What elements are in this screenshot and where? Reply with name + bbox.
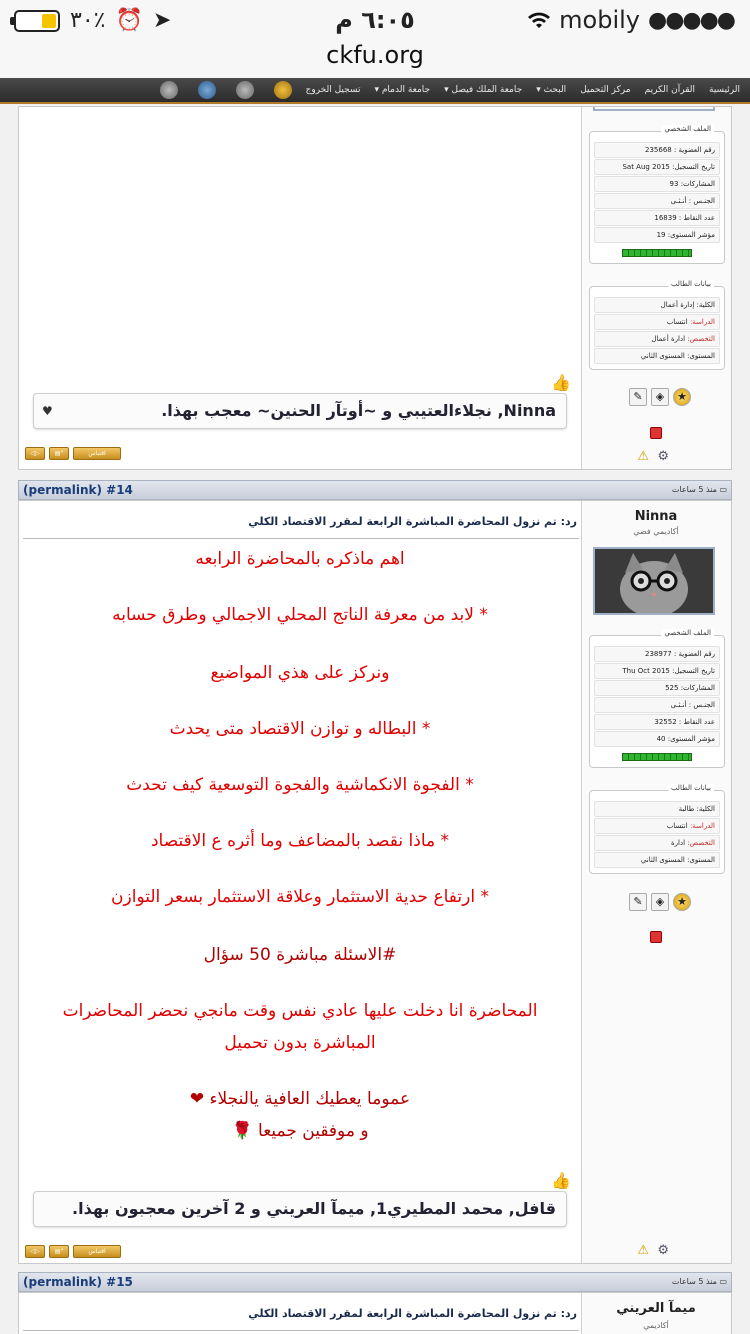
nav-search-label: البحث: [543, 85, 567, 95]
status-offline-icon: [650, 931, 662, 943]
level-row: [594, 852, 720, 868]
major-row: [594, 331, 720, 347]
nav-logout[interactable]: تسجيل الخروج: [305, 85, 361, 95]
settings-gear-icon[interactable]: ⚙: [657, 449, 669, 464]
post-15-page-icon: ▭: [719, 1277, 727, 1286]
post-14-header: [18, 480, 732, 500]
college-row: [594, 297, 720, 313]
nav-user-icon[interactable]: [198, 81, 216, 99]
post-15-header: [18, 1272, 732, 1292]
points: عدد النقاط : 16839: [594, 210, 720, 226]
level-value: المستوى الثاني: [640, 856, 685, 864]
post-13-userinfo: [581, 107, 731, 469]
level-row: [594, 348, 720, 364]
gender: الجنـس : أنـثـى: [594, 193, 720, 209]
college-row: [594, 801, 720, 817]
post-15-time: [672, 1277, 727, 1286]
post-14-usertitle: أكاديمي فضي: [633, 527, 679, 536]
post-13: [18, 106, 732, 470]
message-line: #الاسئلة مباشرة 50 سؤال: [203, 945, 397, 965]
points: عدد النقاط : 32552: [594, 714, 720, 730]
nav-dammam[interactable]: جامعة الدمام ▾: [374, 85, 431, 95]
study-label: الدراسة:: [689, 318, 715, 326]
nav-dammam-label: جامعة الدمام: [381, 85, 431, 95]
message-line: عموما يعطيك العافية يالنجلاء ❤: [189, 1089, 411, 1109]
post-15-time-text: منذ 5 ساعات: [671, 1277, 717, 1286]
pencil-award-icon[interactable]: ✎: [629, 388, 647, 406]
nav-kfu[interactable]: جامعة الملك فيصل ▾: [444, 85, 523, 95]
award-icons: [629, 893, 691, 911]
post-14: [18, 500, 732, 1264]
level-indicator: مؤشر المستوى: 40: [594, 731, 720, 747]
thread-content: [18, 106, 732, 1334]
nav-search[interactable]: البحث ▾: [536, 85, 567, 95]
post-14-username[interactable]: Ninna: [634, 509, 678, 524]
report-warning-icon[interactable]: ⚠: [637, 449, 649, 464]
message-line: * لابد من معرفة الناتج المحلي الاجمالي وطرق حسابه: [112, 605, 488, 625]
post-count: المشاركات: 93: [594, 176, 720, 192]
profile-legend: الملف الشخصي: [661, 125, 714, 133]
study-label: الدراسة:: [689, 822, 715, 830]
nav-home[interactable]: الرئيسية: [709, 85, 740, 95]
cat-avatar-image: [595, 549, 713, 613]
settings-gear-icon[interactable]: ⚙: [657, 1243, 669, 1258]
like-thumb-icon[interactable]: 👍: [551, 373, 571, 392]
award-icons: [629, 388, 691, 406]
report-warning-icon[interactable]: ⚠: [637, 1243, 649, 1258]
member-id: رقم العضوية : 235668: [594, 142, 720, 158]
message-line: * ماذا نقصد بالمضاعف وما أثره ع الاقتصاد: [150, 831, 450, 851]
post-13-buttons: [25, 447, 121, 460]
alarm-icon: ⏰: [115, 8, 143, 33]
reply-button[interactable]: ◁▷: [25, 447, 45, 460]
carrier-name: mobily: [559, 6, 641, 34]
student-legend: بيانات الطالب: [668, 784, 714, 792]
student-box: [589, 280, 725, 370]
medal-award-icon[interactable]: ★: [673, 388, 691, 406]
badge-award-icon[interactable]: ◈: [651, 388, 669, 406]
quote-button[interactable]: اقتباس: [73, 1245, 121, 1258]
post-15: [18, 1292, 732, 1334]
nav-quran[interactable]: القرآن الكريم: [644, 85, 695, 95]
nav-upload-center[interactable]: مركز التحميل: [580, 85, 631, 95]
post-15-userinfo: [581, 1293, 731, 1334]
post-count: المشاركات: 525: [594, 680, 720, 696]
member-id: رقم العضوية : 238977: [594, 646, 720, 662]
quote-button[interactable]: اقتباس: [73, 447, 121, 460]
message-line: * البطاله و توازن الاقتصاد متى يحدث: [169, 719, 431, 739]
level-label: المستوى:: [687, 352, 715, 360]
nav-profile-icon[interactable]: [274, 81, 292, 99]
study-value: انتساب: [666, 822, 688, 830]
join-date: تاريخ التسجيل: Sat Aug 2015: [594, 159, 720, 175]
post-14-main: [19, 501, 581, 1263]
nav-heart-icon[interactable]: [160, 81, 178, 99]
message-line: و موفقين جميعا 🌹: [231, 1121, 369, 1141]
post-14-buttons: [25, 1245, 121, 1258]
post-14-time-text: منذ 5 ساعات: [671, 485, 717, 494]
college-value: طالبة: [678, 805, 695, 813]
study-row: [594, 818, 720, 834]
nav-kfu-label: جامعة الملك فيصل: [451, 85, 523, 95]
profile-legend: الملف الشخصي: [661, 629, 714, 637]
post-15-username[interactable]: ميمآ العريني: [616, 1301, 696, 1316]
post-14-userinfo: [581, 501, 731, 1263]
status-bar: [0, 0, 750, 40]
major-label: التخصص:: [687, 839, 715, 847]
college-label: الكلية:: [696, 805, 715, 813]
profile-box: [589, 629, 725, 768]
location-arrow-icon: ➤: [152, 8, 172, 33]
signal-dots: ●●●●●: [648, 7, 734, 33]
message-line: * الفجوة الانكماشية والفجوة التوسعية كيف تحدث: [126, 775, 474, 795]
post-15-usertitle: أكاديمي: [643, 1321, 669, 1330]
level-bar: [622, 249, 692, 257]
level-indicator: مؤشر المستوى: 19: [594, 227, 720, 243]
join-date: تاريخ التسجيل: Thu Oct 2015: [594, 663, 720, 679]
likes-box: [33, 393, 567, 429]
level-bar: [622, 753, 692, 761]
multi-quote-button[interactable]: ▤": [49, 447, 69, 460]
post-14-page-icon: ▭: [719, 485, 727, 494]
major-value: ادارة أعمال: [651, 335, 686, 343]
major-value: ادارة: [670, 839, 686, 847]
post-15-permalink[interactable]: (permalink) #15: [23, 1275, 133, 1289]
reply-button[interactable]: ◁▷: [25, 1245, 45, 1258]
post-14-title: رد: تم نزول المحاضرة المباشرة الرابعة لمقرر الاقتصاد الكلي: [23, 515, 579, 539]
like-thumb-icon[interactable]: 👍: [551, 1171, 571, 1190]
sidebar-top-strip: [593, 107, 715, 111]
avatar[interactable]: [593, 547, 715, 615]
status-offline-icon: [650, 427, 662, 439]
major-row: [594, 835, 720, 851]
nav-messages-icon[interactable]: [236, 81, 254, 99]
college-label: الكلية:: [696, 301, 715, 309]
likes-box: [33, 1191, 567, 1227]
level-label: المستوى:: [687, 856, 715, 864]
message-line: اهم ماذكره بالمحاضرة الرابعه: [195, 549, 405, 569]
profile-box: [589, 125, 725, 264]
message-line: ونركز على هذي المواضيع: [210, 663, 390, 683]
heart-icon: ♥: [42, 404, 53, 418]
message-line: المباشرة بدون تحميل: [224, 1033, 376, 1053]
likes-text[interactable]: Ninna, نجلاءالعتيبي و ~أوتآر الحنين~ معجب بهذا.: [161, 401, 556, 420]
message-line: المحاضرة انا دخلت عليها عادي نفس وقت مانجي نحضر المحاضرات: [62, 1001, 538, 1021]
study-value: انتساب: [666, 318, 688, 326]
carrier-info: [527, 6, 734, 34]
post-15-title: رد: تم نزول المحاضرة المباشرة الرابعة لمقرر الاقتصاد الكلي: [23, 1307, 579, 1331]
pencil-award-icon[interactable]: ✎: [629, 893, 647, 911]
medal-award-icon[interactable]: ★: [673, 893, 691, 911]
study-row: [594, 314, 720, 330]
clock: ٦:٠٥ م: [335, 6, 415, 34]
address-bar[interactable]: ckfu.org: [0, 40, 750, 78]
student-legend: بيانات الطالب: [668, 280, 714, 288]
major-label: التخصص:: [687, 335, 715, 343]
student-box: [589, 784, 725, 874]
college-value: إدارة أعمال: [660, 301, 695, 309]
wifi-icon: [527, 10, 551, 30]
post-14-permalink[interactable]: (permalink) #14: [23, 483, 133, 497]
forum-navbar: [0, 78, 750, 104]
likes-text[interactable]: قافل, محمد المطيري1, ميمآ العريني و 2 آخرين معجبون بهذا.: [72, 1199, 556, 1218]
battery-percent: ٣٠٪: [70, 8, 106, 33]
gender: الجنـس : أنـثـى: [594, 697, 720, 713]
message-line: * ارتفاع حدية الاستثمار وعلاقة الاستثمار بسعر التوازن: [111, 887, 489, 907]
post-13-main: [19, 107, 581, 469]
level-value: المستوى الثاني: [640, 352, 685, 360]
badge-award-icon[interactable]: ◈: [651, 893, 669, 911]
post-14-time: [672, 485, 727, 494]
multi-quote-button[interactable]: ▤": [49, 1245, 69, 1258]
